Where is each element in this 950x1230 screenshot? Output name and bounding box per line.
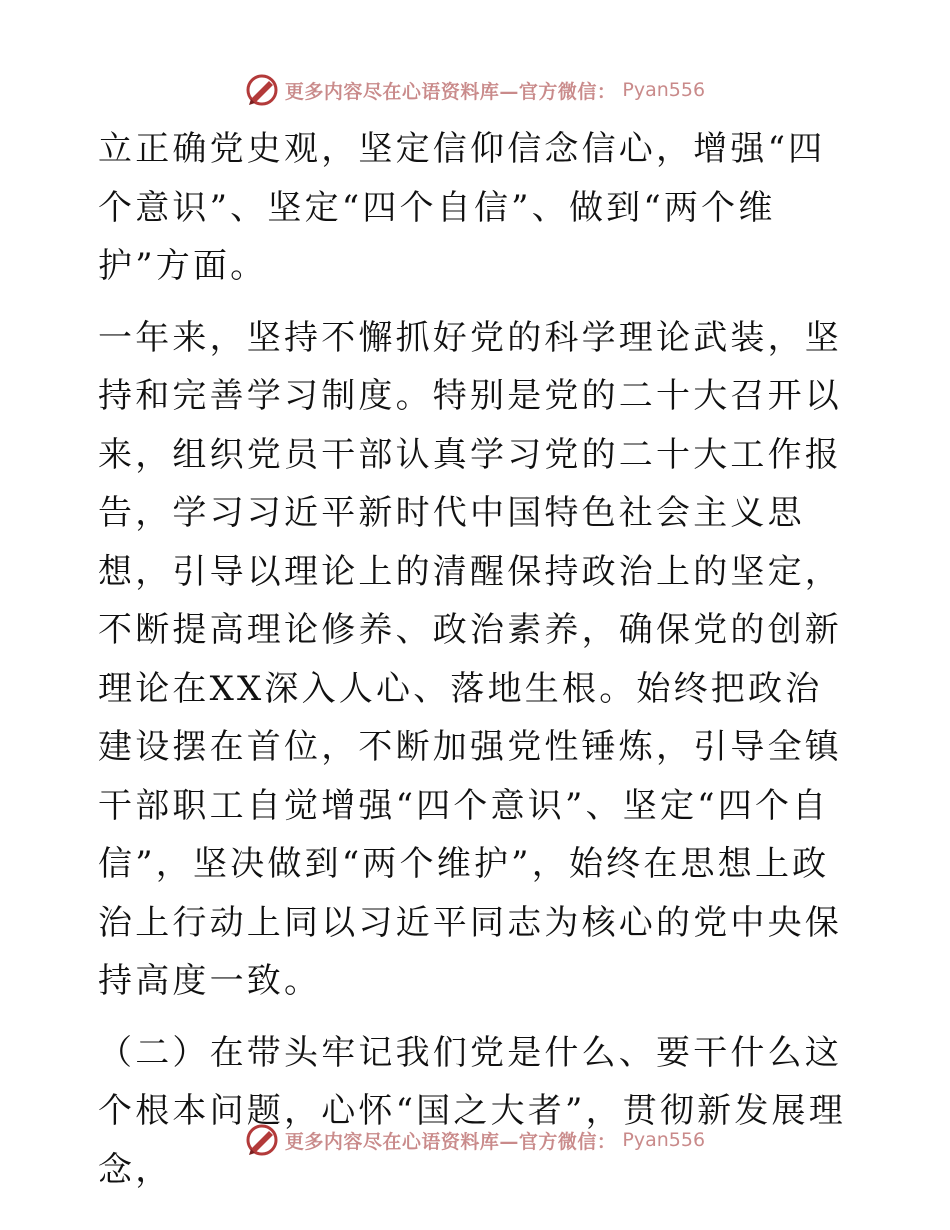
watermark-wechat-id: Pyan556 xyxy=(622,79,706,101)
paragraph-review: 一年来，坚持不懈抓好党的科学理论武装，坚持和完善学习制度。特别是党的二十大召开以来，组织党员干部认真学习党的二十大工作报告，学习习近平新时代中国特色社会主义思想，引导以理论上的清醒保持政治上的坚定，不断提高理论修养、政治素养，确保党的创新理论在XX深入人心、落地生根。始终把政治建设摆在首位，不断加强党性锤炼，引导全镇干部职工自觉增强“四个意识”、坚定“四个自信”，坚决做到“两个维护”，始终在思想上政治上行动上同以习近平同志为核心的党中央保持高度一致。 xyxy=(98,317,842,1001)
watermark-wechat-id: Pyan556 xyxy=(622,1129,706,1151)
header-watermark xyxy=(0,70,950,110)
paragraph-section-two: （二）在带头牢记我们党是什么、要干什么这个根本问题，心怀“国之大者”，贯彻新发展理念， xyxy=(98,1032,846,1190)
footer-watermark xyxy=(0,1120,950,1160)
paragraph-intro: 立正确党史观，坚定信仰信念信心，增强“四个意识”、坚定“四个自信”、做到“两个维护”方面。 xyxy=(98,129,826,286)
pen-logo-icon xyxy=(245,1123,279,1157)
document-body xyxy=(98,120,858,1199)
pen-logo-icon xyxy=(245,73,279,107)
watermark-text: 更多内容尽在心语资料库—官方微信： xyxy=(284,1130,617,1153)
watermark-text: 更多内容尽在心语资料库—官方微信： xyxy=(284,80,617,103)
